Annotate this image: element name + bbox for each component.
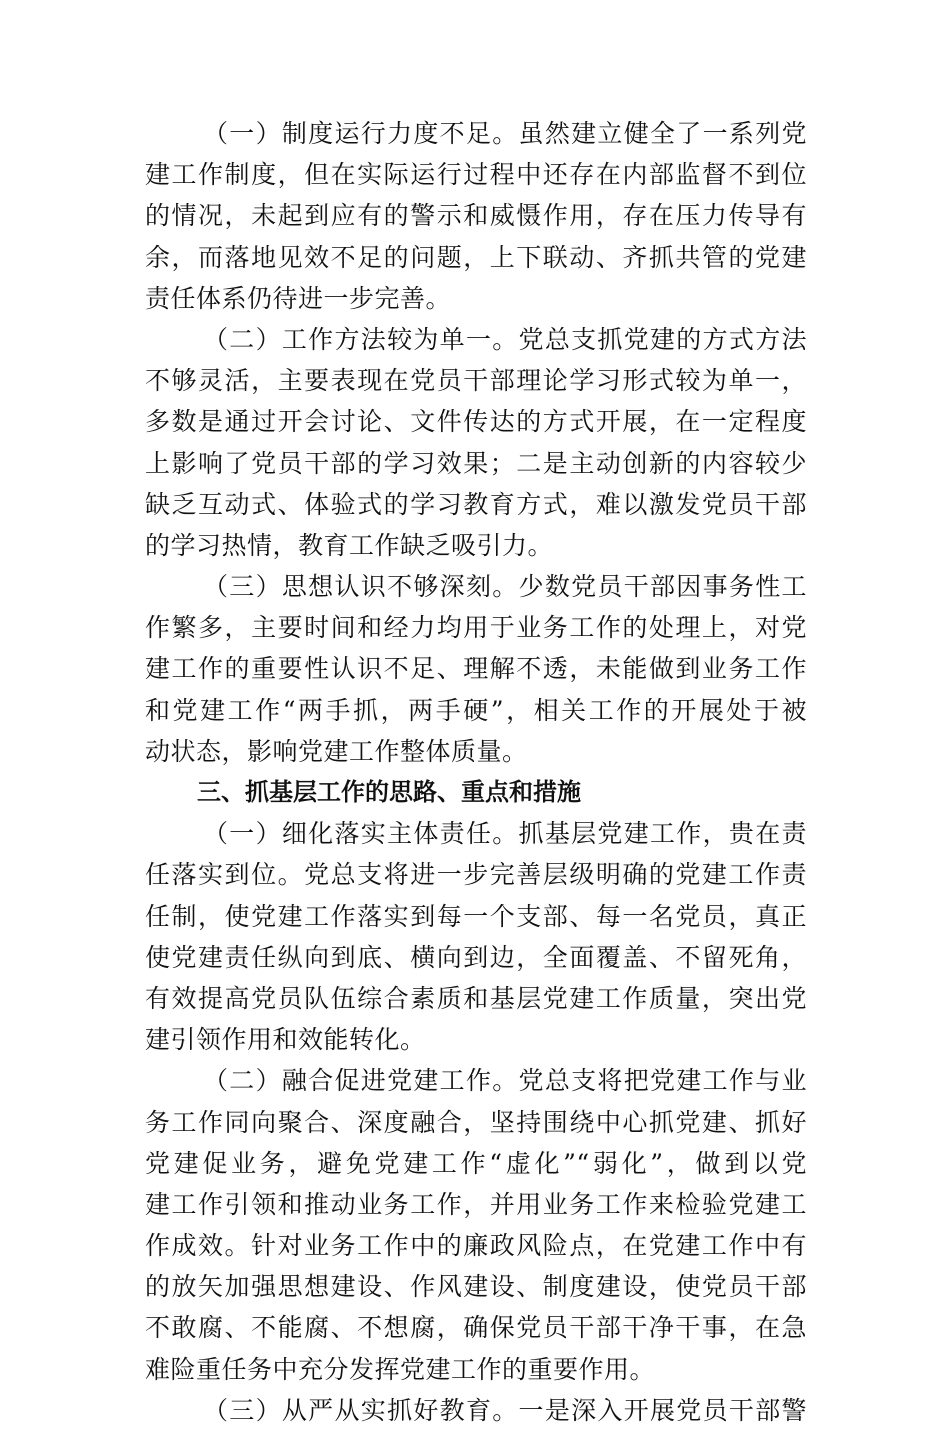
paragraph-5-line-6: 的放矢加强思想建设、作风建设、制度建设，使党员干部 <box>145 1272 807 1302</box>
paragraph-3-line-4: 和党建工作“两手抓，两手硬”，相关工作的开展处于被 <box>145 695 807 725</box>
paragraph-1-line-1: （一）制度运行力度不足。虽然建立健全了一系列党 <box>203 119 807 148</box>
paragraph-4-line-4: 使党建责任纵向到底、横向到边，全面覆盖、不留死角， <box>145 942 807 972</box>
paragraph-2-line-3: 多数是通过开会讨论、文件传达的方式开展，在一定程度 <box>145 407 807 437</box>
paragraph-5-line-1: （二）融合促进党建工作。党总支将把党建工作与业 <box>203 1066 807 1096</box>
paragraph-5-line-5: 作成效。针对业务工作中的廉政风险点，在党建工作中有 <box>145 1231 807 1261</box>
paragraph-4-line-3: 任制，使党建工作落实到每一个支部、每一名党员，真正 <box>145 901 807 931</box>
paragraph-3-line-2: 作繁多，主要时间和经力均用于业务工作的处理上，对党 <box>145 613 807 643</box>
paragraph-3-line-5: 动状态，影响党建工作整体质量。 <box>145 736 528 766</box>
paragraph-4-line-6: 建引领作用和效能转化。 <box>145 1025 426 1055</box>
paragraph-5-line-2: 务工作同向聚合、深度融合，坚持围绕中心抓党建、抓好 <box>145 1107 807 1137</box>
paragraph-6-line-1: （三）从严从实抓好教育。一是深入开展党员干部警 <box>203 1395 807 1425</box>
section-heading: 三、抓基层工作的思路、重点和措施 <box>197 778 581 806</box>
paragraph-1-line-2: 建工作制度，但在实际运行过程中还存在内部监督不到位 <box>145 160 807 190</box>
paragraph-2-line-2: 不够灵活，主要表现在党员干部理论学习形式较为单一， <box>145 366 807 396</box>
paragraph-1-line-3: 的情况，未起到应有的警示和威慑作用，存在压力传导有 <box>145 201 807 231</box>
paragraph-5-line-3: 党建促业务，避免党建工作“虚化”“弱化”，做到以党 <box>145 1148 807 1178</box>
document-body <box>145 113 807 1431</box>
paragraph-5-line-4: 建工作引领和推动业务工作，并用业务工作来检验党建工 <box>145 1189 807 1219</box>
paragraph-2-line-5: 缺乏互动式、体验式的学习教育方式，难以激发党员干部 <box>145 489 807 519</box>
paragraph-5-line-7: 不敢腐、不能腐、不想腐，确保党员干部干净干事，在急 <box>145 1313 807 1343</box>
paragraph-3-line-1: （三）思想认识不够深刻。少数党员干部因事务性工 <box>203 572 807 602</box>
paragraph-2-line-1: （二）工作方法较为单一。党总支抓党建的方式方法 <box>203 324 807 354</box>
paragraph-2-line-4: 上影响了党员干部的学习效果；二是主动创新的内容较少 <box>145 448 807 478</box>
paragraph-1-line-5: 责任体系仍待进一步完善。 <box>145 283 452 313</box>
paragraph-4-line-1: （一）细化落实主体责任。抓基层党建工作，贵在责 <box>203 819 807 849</box>
paragraph-5-line-8: 难险重任务中充分发挥党建工作的重要作用。 <box>145 1354 656 1384</box>
paragraph-4-line-2: 任落实到位。党总支将进一步完善层级明确的党建工作责 <box>145 860 807 890</box>
paragraph-1-line-4: 余，而落地见效不足的问题，上下联动、齐抓共管的党建 <box>145 242 807 272</box>
paragraph-2-line-6: 的学习热情，教育工作缺乏吸引力。 <box>145 530 554 560</box>
paragraph-4-line-5: 有效提高党员队伍综合素质和基层党建工作质量，突出党 <box>145 983 807 1013</box>
paragraph-3-line-3: 建工作的重要性认识不足、理解不透，未能做到业务工作 <box>145 654 807 684</box>
